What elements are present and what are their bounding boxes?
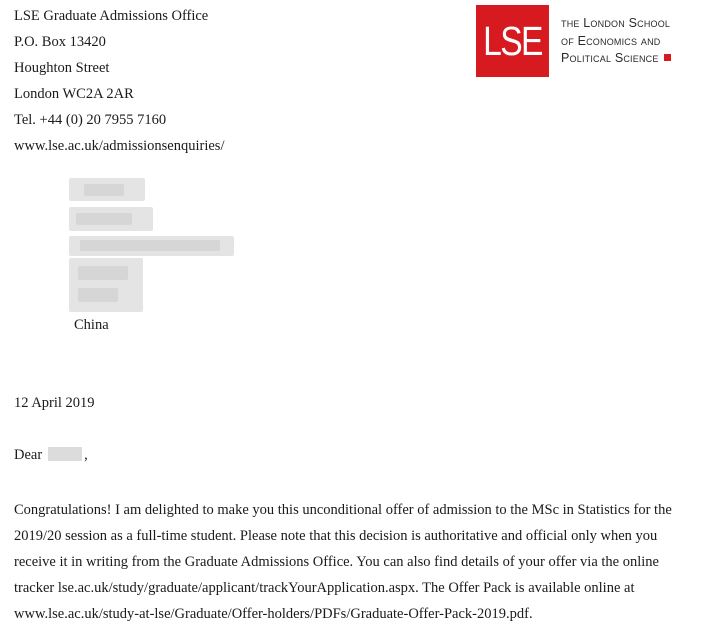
redacted-block xyxy=(84,184,124,196)
body-line: Congratulations! I am delighted to make you this unconditional offer of admission to the MSc in Statistics for the xyxy=(14,502,672,518)
greeting xyxy=(14,447,88,464)
redacted-block xyxy=(76,213,132,225)
redacted-block xyxy=(78,266,128,280)
redacted-name xyxy=(48,447,82,461)
sender-website: www.lse.ac.uk/admissionsenquiries/ xyxy=(14,138,225,154)
greeting-punctuation: , xyxy=(84,447,88,463)
sender-phone: Tel. +44 (0) 20 7955 7160 xyxy=(14,112,167,128)
redacted-block xyxy=(78,288,118,302)
sender-po-box: P.O. Box 13420 xyxy=(14,34,106,50)
body-line: www.lse.ac.uk/study-at-lse/Graduate/Offer-holders/PDFs/Graduate-Offer-Pack-2019.pdf. xyxy=(14,606,533,622)
sender-address xyxy=(14,3,224,159)
body-line: 2019/20 session as a full-time student. Please note that this decision is authoritative and official only when you xyxy=(14,528,658,544)
sender-city: London WC2A 2AR xyxy=(14,86,134,102)
logo-square-icon xyxy=(664,54,671,61)
letter-date: 12 April 2019 xyxy=(14,395,95,411)
redacted-block xyxy=(80,240,220,251)
lse-logo-mark: LSE xyxy=(476,5,549,77)
logo-line-1: the London School xyxy=(561,16,671,30)
salutation: Dear xyxy=(14,447,43,463)
sender-street: Houghton Street xyxy=(14,60,110,76)
logo-line-3: Political Science xyxy=(561,51,659,65)
body-line: tracker lse.ac.uk/study/graduate/applicant/trackYourApplication.aspx. The Offer Pack is available online at xyxy=(14,580,635,596)
letter-body xyxy=(14,497,704,627)
lse-logo-wordmark xyxy=(561,15,671,68)
body-line: receive it in writing from the Graduate Admissions Office. You can also find details of your offer via the online xyxy=(14,554,659,570)
logo-line-2: of Economics and xyxy=(561,33,661,48)
sender-office: LSE Graduate Admissions Office xyxy=(14,8,209,24)
recipient-country: China xyxy=(74,317,109,333)
